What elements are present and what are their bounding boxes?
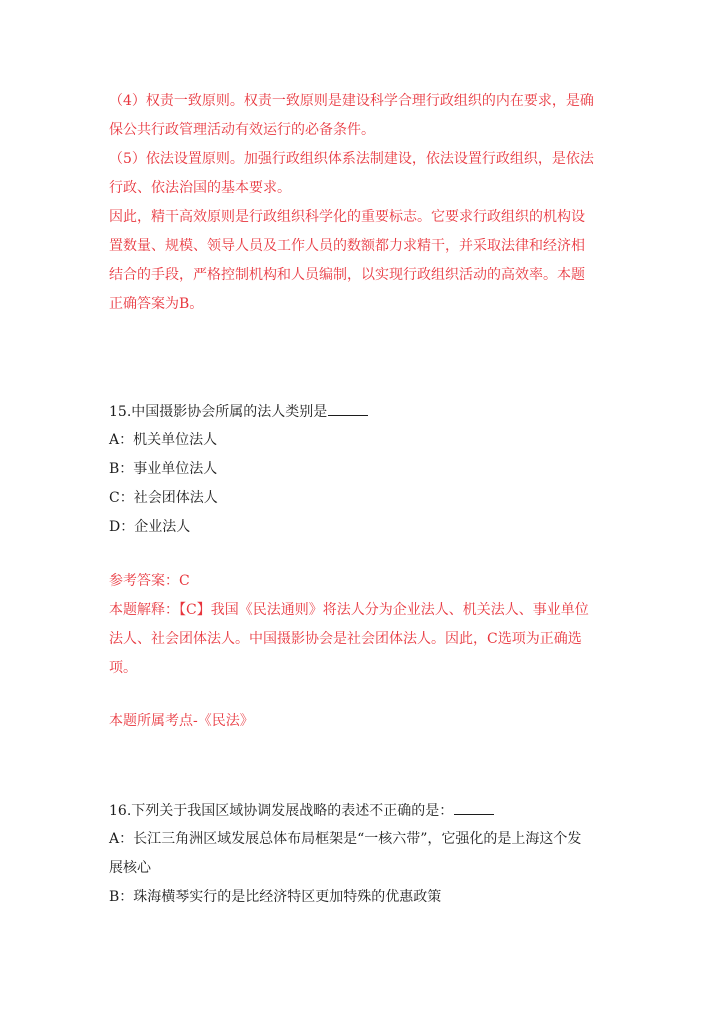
option-a: A：机关单位法人 (109, 432, 218, 448)
option-d: D：企业法人 (109, 519, 191, 535)
option-a: A：长江三角洲区域发展总体布局框架是“一核六带”，它强化的是上海这个发 (109, 831, 582, 847)
topic-label: 本题所属考点-《民法》 (109, 713, 254, 729)
explanation-line: 置数量、规模、领导人员及工作人员的数额都力求精干，并采取法律和经济相 (109, 238, 585, 254)
option-b: B：事业单位法人 (109, 461, 218, 477)
question-15-answer (109, 567, 617, 683)
reference-answer: 参考答案：C (109, 573, 190, 589)
explanation-line: 结合的手段，严格控制机构和人员编制，以实现行政组织活动的高效率。本题 (109, 267, 585, 283)
explanation-line: 保公共行政管理活动有效运行的必备条件。 (109, 122, 375, 138)
explanation-line: 项。 (109, 660, 137, 676)
explanation-line: 行政、依法治国的基本要求。 (109, 180, 291, 196)
explanation-line: 法人、社会团体法人。中国摄影协会是社会团体法人。因此，C选项为正确选 (109, 631, 582, 647)
question-stem: 16.下列关于我国区域协调发展战略的表述不正确的是： (109, 796, 617, 825)
answer-blank (454, 796, 494, 815)
option-a-continued: 展核心 (109, 860, 151, 876)
explanation-line: （5）依法设置原则。加强行政组织体系法制建设，依法设置行政组织，是依法 (109, 151, 594, 167)
explanation-line: 本题解释：【C】我国《民法通则》将法人分为企业法人、机关法人、事业单位 (109, 602, 589, 618)
question-15 (109, 397, 617, 542)
option-c: C：社会团体法人 (109, 490, 218, 506)
previous-explanation (109, 87, 617, 319)
explanation-line: 因此，精干高效原则是行政组织科学化的重要标志。它要求行政组织的机构设 (109, 209, 585, 225)
question-15-topic (109, 707, 617, 736)
explanation-line: （4）权责一致原则。权责一致原则是建设科学合理行政组织的内在要求，是确 (109, 93, 594, 109)
question-16 (109, 796, 617, 912)
explanation-line: 正确答案为B。 (109, 296, 204, 312)
question-stem: 15.中国摄影协会所属的法人类别是 (109, 397, 617, 426)
option-b: B：珠海横琴实行的是比经济特区更加特殊的优惠政策 (109, 889, 442, 905)
answer-blank (328, 397, 368, 416)
